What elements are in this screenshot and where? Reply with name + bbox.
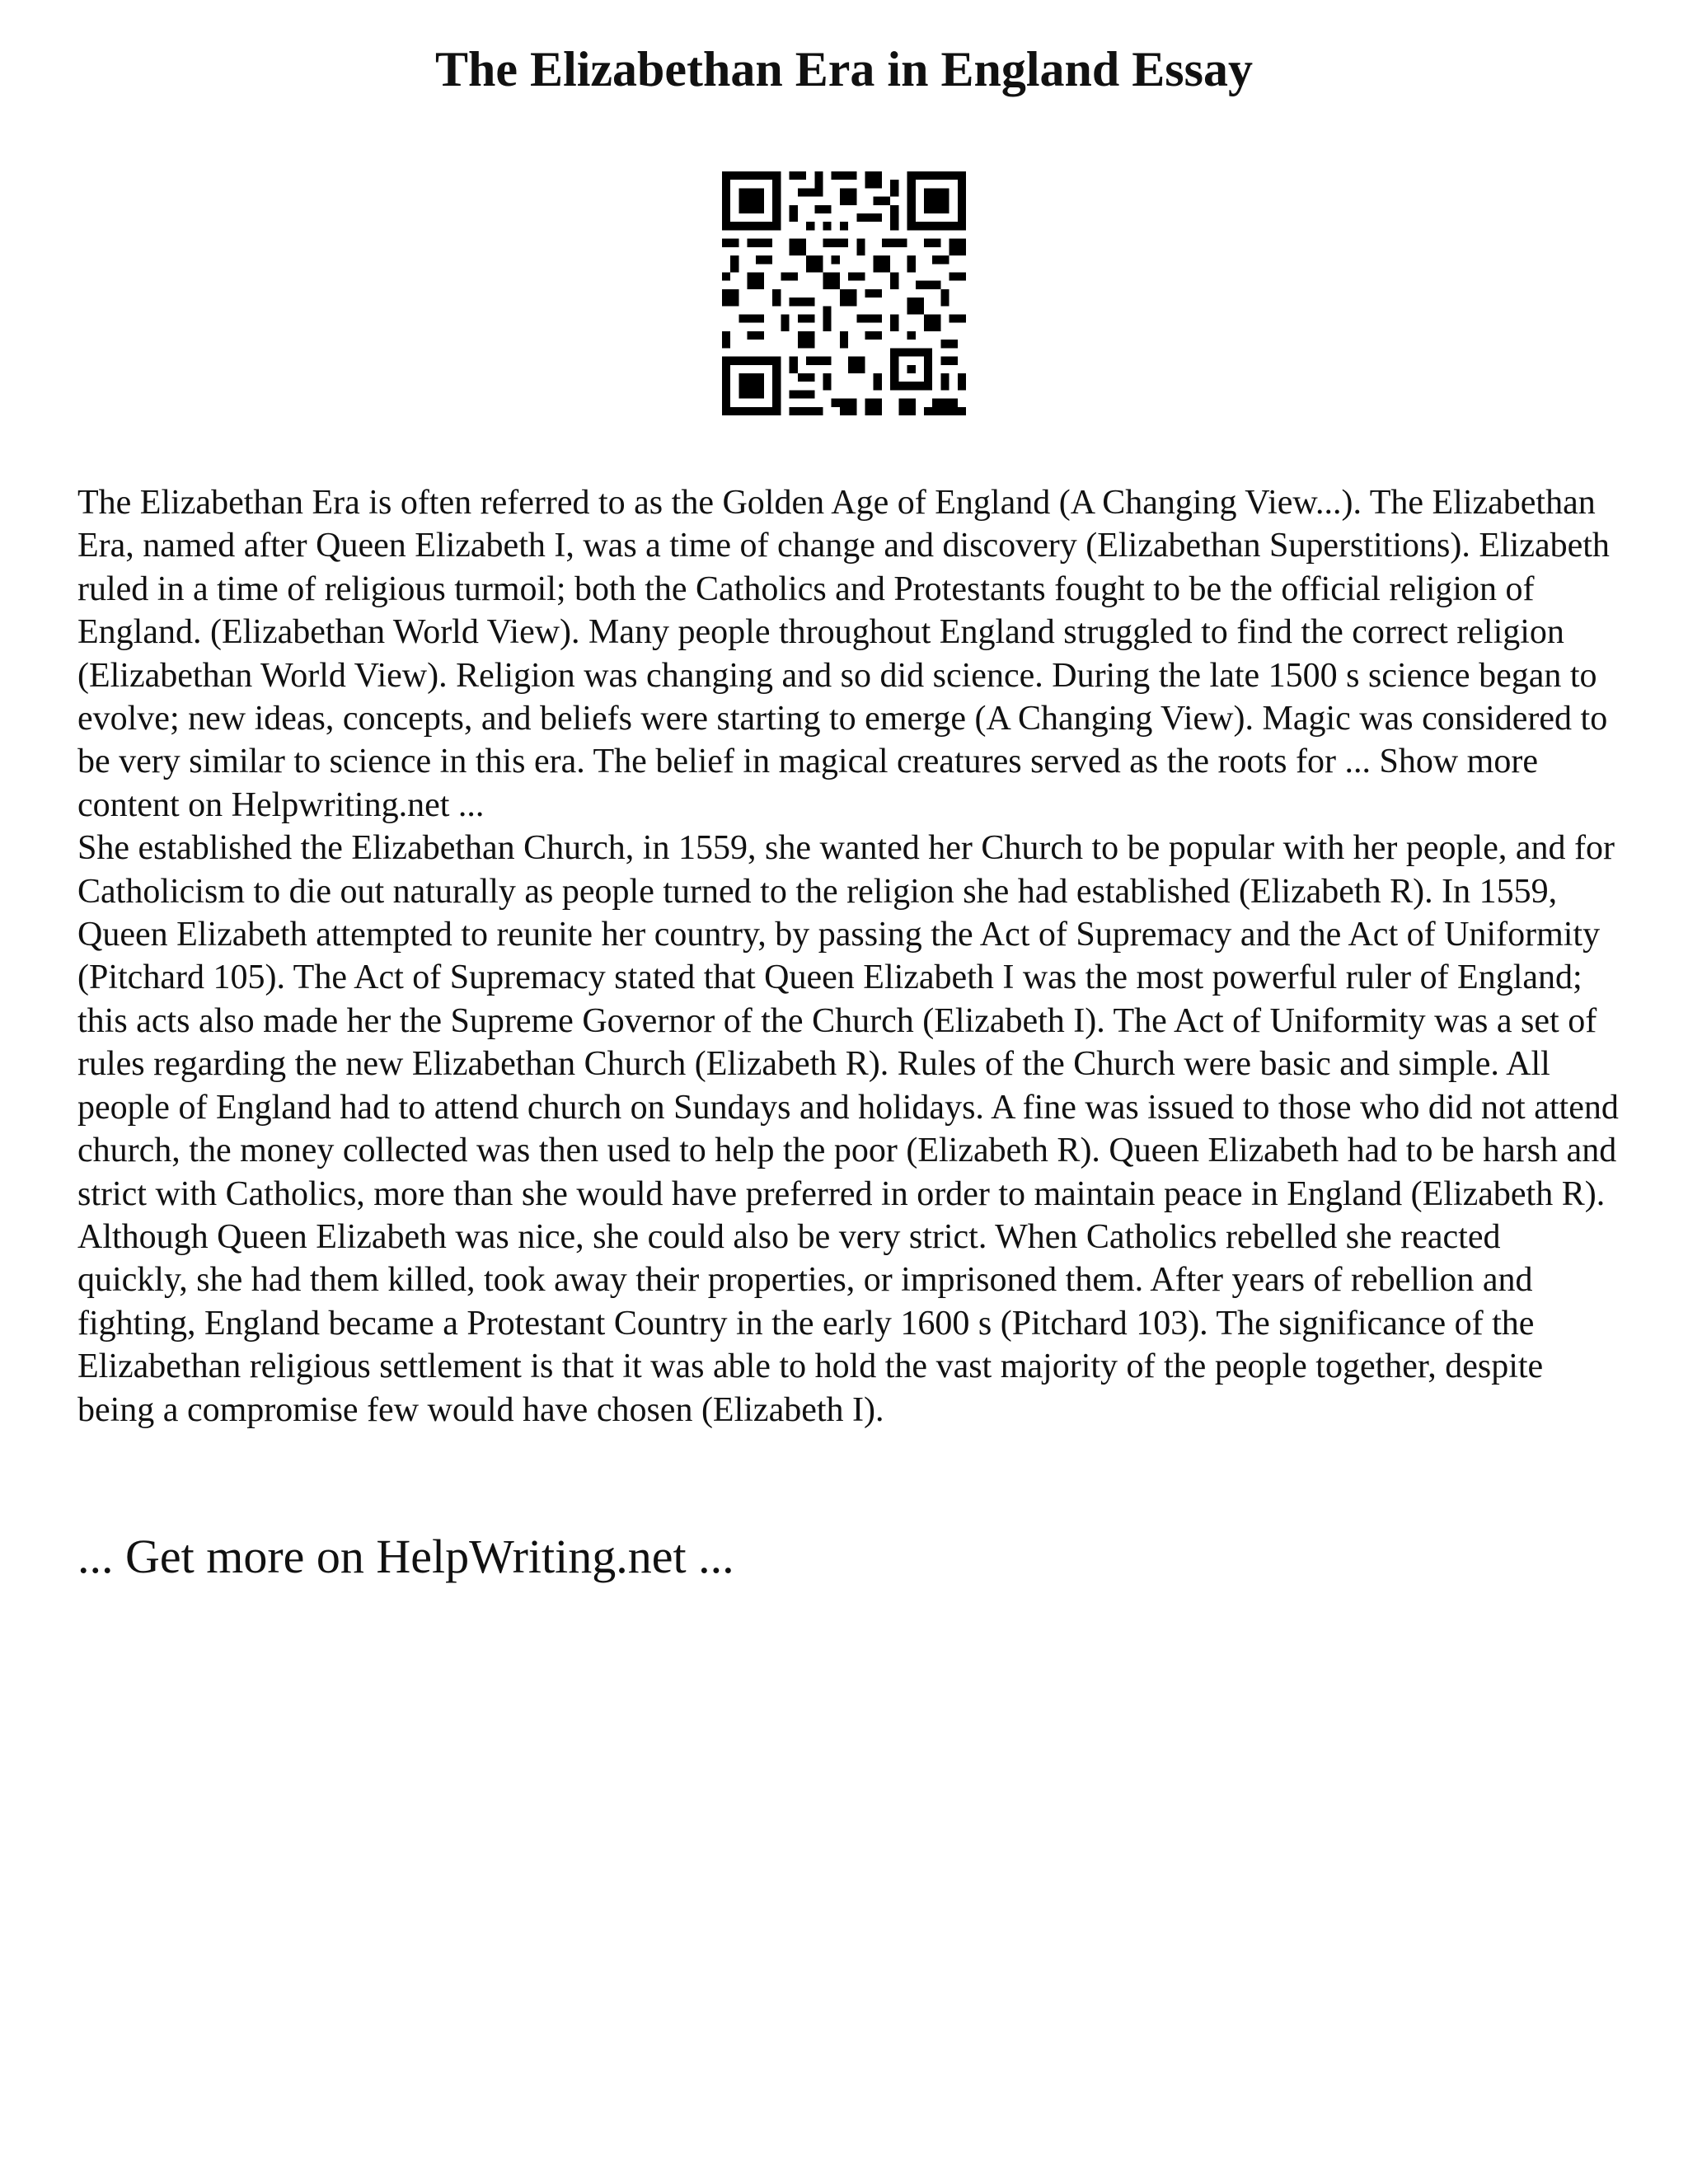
paragraph-religion: She established the Elizabethan Church, in 1559, she wanted her Church to be popular with her people, and for Catholicism to die out naturally as people turned to the religion she had established (Elizabeth R). In 1559, Queen Elizabeth attempted to reunite her country, by passing the Act of Supremacy and the Act of Uniformity (Pitchard 105). The Act of Supremacy stated that Queen Elizabeth I was the most powerful ruler of England; this acts also made her the Supreme Governor of the Church (Elizabeth I). The Act of Uniformity was a set of rules regarding the new Elizabethan Church (Elizabeth R). Rules of the Church were basic and simple. All people of England had to attend church on Sundays and holidays. A fine was issued to those who did not attend church, the money collected was then used to help the poor (Elizabeth R). Queen Elizabeth had to be harsh and strict with Catholics, more than she would have preferred in order to maintain peace in England (Elizabeth R). Although Queen Elizabeth was nice, she could also be very strict. When Catholics rebelled she reacted quickly, she had them killed, took away their properties, or imprisoned them. After years of rebellion and fighting, England became a Protestant Country in the early 1600 s (Pitchard 103). The significance of the Elizabethan religious settlement is that it was able to hold the vast majority of the people together, despite being a compromise few would have chosen (Elizabeth I).	[77, 829, 1619, 1429]
paragraph-intro: The Elizabethan Era is often referred to as the Golden Age of England (A Changing View...). The Elizabethan Era, named after Queen Elizabeth I, was a time of change and discovery (Elizabethan Superstitions). Elizabeth ruled in a time of religious turmoil; both the Catholics and Protestants fought to be the official religion of England. (Elizabethan World View). Many people throughout England struggled to find the correct religion (Elizabethan World View). Religion was changing and so did science. During the late 1500 s science began to evolve; new ideas, concepts, and beliefs were starting to emerge (A Changing View). Magic was considered to be very similar to science in this era. The belief in magical creatures served as the roots for ... Show more content on Helpwriting.net ...	[77, 484, 1610, 824]
page-title: The Elizabethan Era in England Essay	[435, 42, 1253, 96]
qr-code-icon	[722, 171, 966, 415]
get-more-link[interactable]: ... Get more on HelpWriting.net ...	[77, 1530, 734, 1583]
essay-body	[77, 481, 1619, 1432]
